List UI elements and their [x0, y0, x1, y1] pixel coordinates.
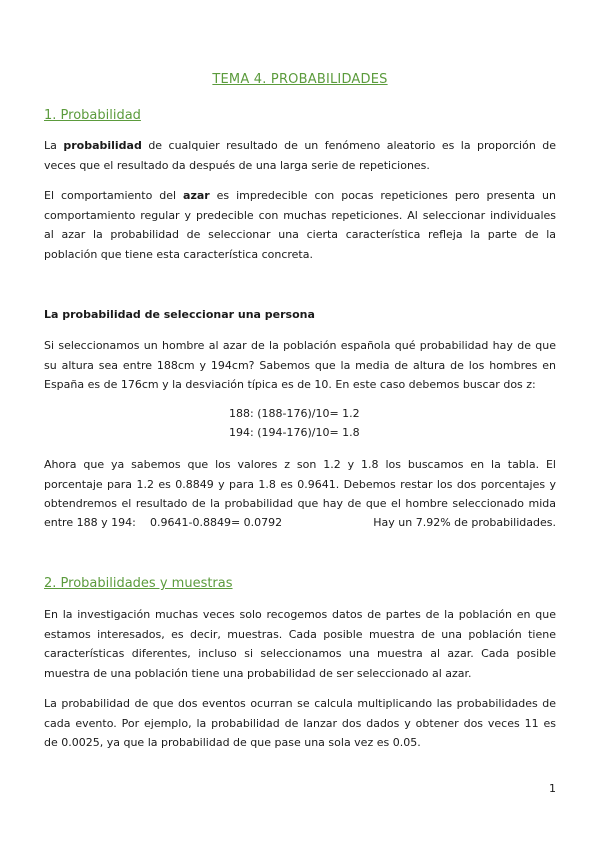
- text-line: Si seleccionamos un hombre al azar de la población española qué probabilidad hay de que: [44, 339, 556, 352]
- text-line: veces que el resultado da después de una larga serie de repeticiones.: [44, 158, 430, 172]
- formula-z-188: 188: (188-176)/10= 1.2: [229, 407, 360, 420]
- paragraph-muestras: [44, 605, 556, 683]
- subsection-heading: La probabilidad de seleccionar una persona: [44, 308, 315, 321]
- text-line: La probabilidad de cualquier resultado de un fenómeno aleatorio es la proporción de: [44, 139, 557, 152]
- text-line: estamos interesados, es decir, muestras. Cada posible muestra de una población tiene: [44, 627, 556, 641]
- section-heading-probabilidad: 1. Probabilidad: [44, 108, 141, 123]
- paragraph-z-table: [44, 455, 556, 514]
- bold-term-probabilidad: probabilidad: [63, 139, 142, 152]
- text-line: porcentaje para 1.2 es 0.8849 y para 1.8 es 0.9641. Debemos restar los dos porcentajes y: [44, 477, 556, 491]
- text-line: muestra de una población tiene una probabilidad de ser seleccionado al azar.: [44, 666, 472, 680]
- text-line: El comportamiento del azar es impredecible con pocas repeticiones pero presenta un: [44, 189, 556, 202]
- text-line: su altura sea entre 188cm y 194cm? Sabemos que la media de altura de los hombres en: [44, 358, 556, 372]
- text-line: La probabilidad de que dos eventos ocurran se calcula multiplicando las probabilidades de: [44, 697, 556, 710]
- formula-z-194: 194: (194-176)/10= 1.8: [229, 426, 360, 439]
- text-line: En la investigación muchas veces solo recogemos datos de partes de la población en que: [44, 608, 556, 621]
- bold-term-azar: azar: [183, 189, 210, 202]
- result-label: entre 188 y 194:: [44, 516, 136, 529]
- result-conclusion: Hay un 7.92% de probabilidades.: [373, 516, 556, 529]
- section-heading-muestras: 2. Probabilidades y muestras: [44, 576, 233, 591]
- document-title: TEMA 4. PROBABILIDADES: [212, 72, 388, 87]
- paragraph-azar: [44, 186, 556, 264]
- page-number: 1: [549, 782, 556, 795]
- text-line: cada evento. Por ejemplo, la probabilidad de lanzar dos dados y obtener dos veces 11 es: [44, 716, 556, 730]
- paragraph-eventos: [44, 694, 556, 753]
- text-line: obtendremos el resultado de la probabilidad que hay de que el hombre seleccionado mida: [44, 497, 556, 510]
- text-line: población que tiene esta característica concreta.: [44, 247, 313, 261]
- text-line: al azar la probabilidad de seleccionar una cierta característica refleja la parte de la: [44, 228, 556, 241]
- paragraph-height-question: [44, 336, 556, 395]
- paragraph-probabilidad-definition: [44, 136, 556, 175]
- text-line: características diferentes, incluso si seleccionamos una muestra al azar. Cada posible: [44, 647, 556, 660]
- text-line: España es de 176cm y la desviación típica es de 10. En este caso debemos buscar dos z:: [44, 378, 536, 391]
- text-line: comportamiento regular y predecible con muchas repeticiones. Al seleccionar individuales: [44, 208, 556, 222]
- text-line: de 0.0025, ya que la probabilidad de que pase una sola vez es 0.05.: [44, 736, 421, 749]
- result-calculation: 0.9641-0.8849= 0.0792: [150, 516, 283, 529]
- text-line: Ahora que ya sabemos que los valores z son 1.2 y 1.8 los buscamos en la tabla. El: [44, 458, 556, 471]
